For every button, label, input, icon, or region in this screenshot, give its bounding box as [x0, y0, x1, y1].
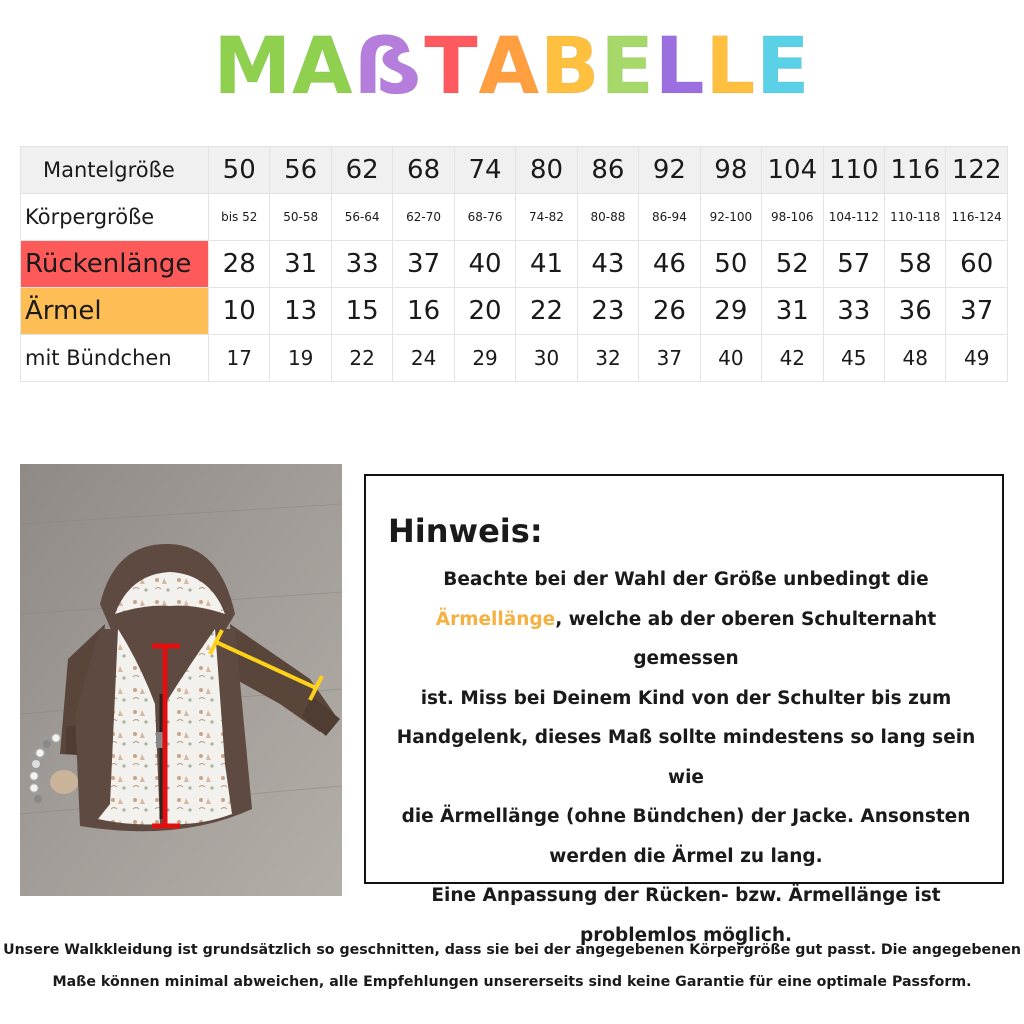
note-line-5: die Ärmellänge (ohne Bündchen) der Jacke. Ansonsten [401, 806, 971, 827]
table-cell: 41 [516, 241, 577, 288]
table-cell: 122 [946, 147, 1008, 194]
table-cell: 57 [823, 241, 884, 288]
title-letter: E [756, 22, 811, 112]
table-cell: 40 [454, 241, 515, 288]
note-line-7: Eine Anpassung der Rücken- bzw. Ärmellänge ist [431, 885, 941, 906]
table-cell: 80-88 [577, 194, 638, 241]
title-letter: E [600, 22, 655, 112]
table-cell: 31 [270, 241, 331, 288]
table-cell: 110-118 [884, 194, 945, 241]
table-cell: 22 [516, 288, 577, 335]
table-cell: 74 [454, 147, 515, 194]
note-line-6: werden die Ärmel zu lang. [549, 845, 823, 867]
note-line-4: Handgelenk, dieses Maß sollte mindestens so lang sein wie [396, 727, 976, 788]
table-cell: 110 [823, 147, 884, 194]
table-cell: 13 [270, 288, 331, 335]
table-cell: 15 [331, 288, 392, 335]
table-cell: 56 [270, 147, 331, 194]
row-label: Ärmel [21, 288, 209, 335]
table-cell: 116-124 [946, 194, 1008, 241]
table-cell: 33 [331, 241, 392, 288]
size-table [20, 146, 1008, 382]
table-cell: 52 [762, 241, 823, 288]
table-row [21, 147, 1008, 194]
title-letter: ẞ [353, 22, 425, 112]
table-cell: 68 [393, 147, 454, 194]
table-cell: 92 [639, 147, 700, 194]
table-cell: 37 [393, 241, 454, 288]
table-cell: 80 [516, 147, 577, 194]
title-letter: B [540, 22, 601, 112]
footer-line-2: Maße können minimal abweichen, alle Empfehlungen unsererseits sind keine Garantie für eine optimale Passform. [52, 974, 972, 990]
jacket-illustration [20, 464, 342, 896]
table-cell: 10 [209, 288, 270, 335]
note-box [364, 474, 1004, 946]
note-line-2 [386, 600, 986, 679]
table-cell: 37 [946, 288, 1008, 335]
table-cell: 50-58 [270, 194, 331, 241]
title-letter: A [292, 22, 354, 112]
title-letter: T [424, 22, 479, 112]
note-line-3: ist. Miss bei Deinem Kind von der Schulter bis zum [420, 687, 952, 709]
row-label: mit Bündchen [21, 335, 209, 382]
jacket-photo [20, 464, 342, 896]
table-cell: 104 [762, 147, 823, 194]
footer-disclaimer [0, 934, 1024, 998]
table-cell: 20 [454, 288, 515, 335]
table-cell: 92-100 [700, 194, 761, 241]
table-cell: 23 [577, 288, 638, 335]
table-cell: 50 [700, 241, 761, 288]
table-cell: 86 [577, 147, 638, 194]
title-letter: M [213, 22, 293, 112]
footer-line-1: Unsere Walkkleidung ist grundsätzlich so geschnitten, dass sie bei der angegebenen Körpergröße gut passt. Die angegebenen [3, 942, 1021, 958]
table-cell: 17 [209, 335, 270, 382]
table-row [21, 194, 1008, 241]
table-cell: 24 [393, 335, 454, 382]
table-row [21, 241, 1008, 288]
table-cell: 74-82 [516, 194, 577, 241]
table-cell: 31 [762, 288, 823, 335]
table-cell: 16 [393, 288, 454, 335]
table-cell: 40 [700, 335, 761, 382]
table-cell: bis 52 [209, 194, 270, 241]
table-cell: 104-112 [823, 194, 884, 241]
note-title: Hinweis: [388, 512, 543, 550]
title-letter: L [654, 22, 706, 112]
table-cell: 48 [884, 335, 945, 382]
table-cell: 49 [946, 335, 1008, 382]
table-cell: 50 [209, 147, 270, 194]
table-cell: 32 [577, 335, 638, 382]
table-cell: 98-106 [762, 194, 823, 241]
table-cell: 60 [946, 241, 1008, 288]
table-cell: 86-94 [639, 194, 700, 241]
table-cell: 58 [884, 241, 945, 288]
table-cell: 26 [639, 288, 700, 335]
table-cell: 19 [270, 335, 331, 382]
table-cell: 28 [209, 241, 270, 288]
title-letter: A [478, 22, 541, 112]
table-row [21, 288, 1008, 335]
table-cell: 37 [639, 335, 700, 382]
table-cell: 33 [823, 288, 884, 335]
row-label: Mantelgröße [21, 147, 209, 194]
note-line-1: Beachte bei der Wahl der Größe unbedingt die [443, 569, 929, 590]
table-cell: 62 [331, 147, 392, 194]
page-title [0, 22, 1024, 112]
table-cell: 68-76 [454, 194, 515, 241]
note-line-8: problemlos möglich. [579, 924, 793, 946]
title-letter: L [705, 22, 757, 112]
table-cell: 22 [331, 335, 392, 382]
table-cell: 56-64 [331, 194, 392, 241]
note-text [386, 560, 986, 955]
note-line-2-rest: , welche ab der oberen Schulternaht gemessen [555, 608, 937, 669]
row-label: Körpergröße [21, 194, 209, 241]
table-cell: 62-70 [393, 194, 454, 241]
table-cell: 42 [762, 335, 823, 382]
row-label: Rückenlänge [21, 241, 209, 288]
table-cell: 43 [577, 241, 638, 288]
table-cell: 116 [884, 147, 945, 194]
table-cell: 29 [454, 335, 515, 382]
table-cell: 45 [823, 335, 884, 382]
table-row [21, 335, 1008, 382]
table-cell: 46 [639, 241, 700, 288]
table-cell: 36 [884, 288, 945, 335]
note-highlight: Ärmellänge [435, 608, 556, 630]
table-cell: 98 [700, 147, 761, 194]
table-cell: 29 [700, 288, 761, 335]
table-cell: 30 [516, 335, 577, 382]
